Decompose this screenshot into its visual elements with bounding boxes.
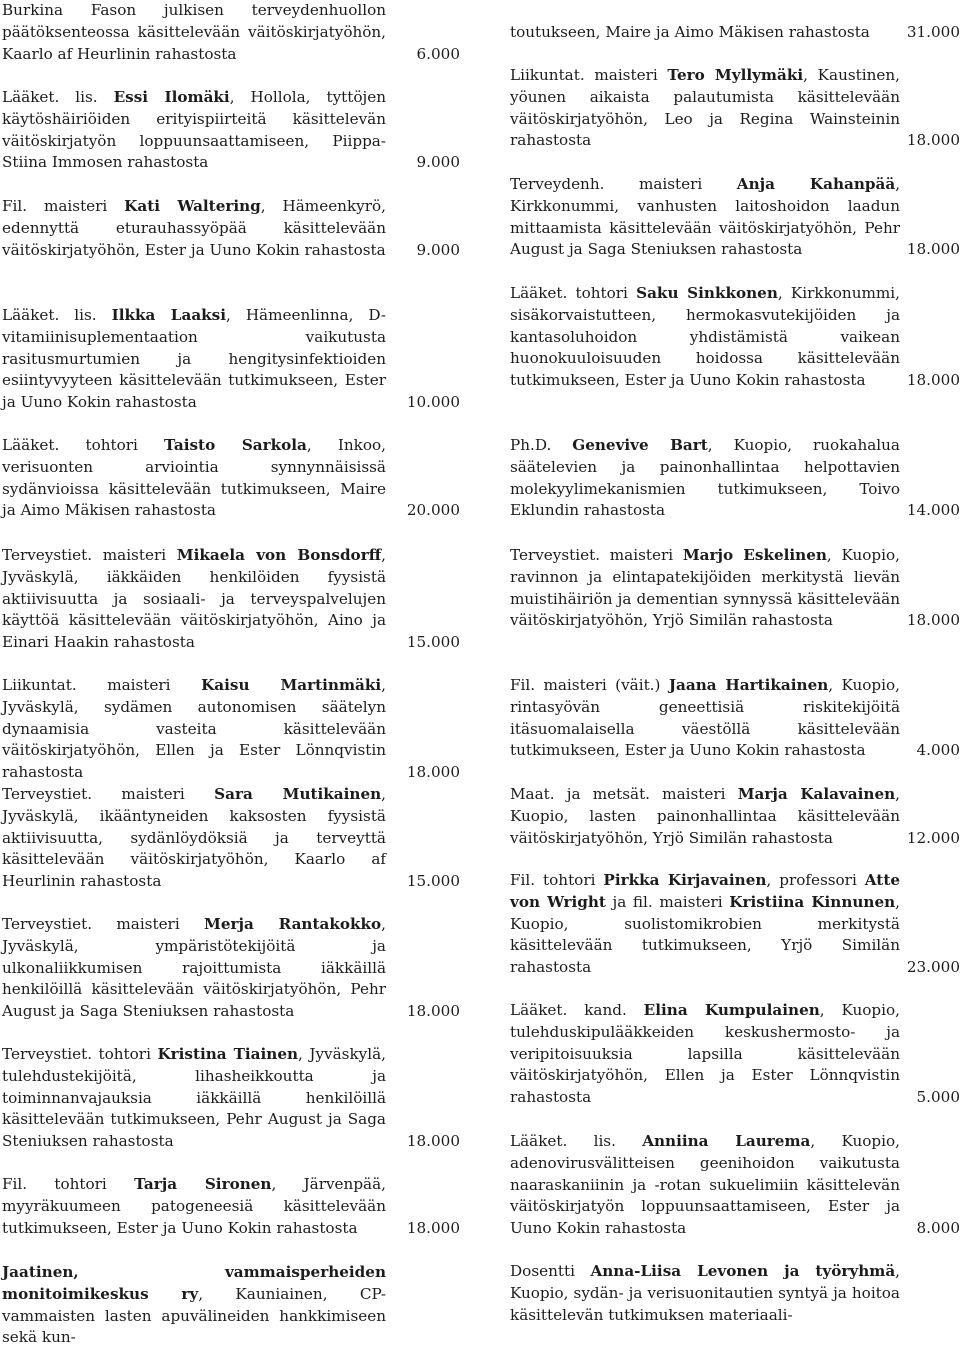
grant-amount: 6.000 bbox=[416, 44, 460, 63]
grant-amount: 18.000 bbox=[406, 1218, 460, 1237]
grant-entry bbox=[510, 1131, 960, 1240]
grant-prefix: Ph.D. bbox=[510, 436, 573, 454]
grant-prefix: Lääket. lis. bbox=[2, 88, 114, 106]
grant-prefix: Terveystiet. maisteri bbox=[2, 546, 177, 564]
grant-prefix: Terveystiet. maisteri bbox=[2, 915, 205, 933]
grant-entry bbox=[2, 1262, 460, 1349]
recipient-name: Pirkka Kirjavainen bbox=[603, 871, 767, 889]
grant-amount: 18.000 bbox=[406, 1002, 460, 1021]
grant-prefix: Lääket. kand. bbox=[510, 1001, 644, 1019]
grant-description bbox=[2, 305, 386, 414]
grant-amount: 15.000 bbox=[406, 872, 460, 891]
grant-description bbox=[2, 1174, 386, 1239]
grant-entry bbox=[510, 283, 960, 392]
grant-purpose: , Jyväskylä, iäkkäiden henkilöiden fyysistä aktiivisuutta ja sosiaali- ja terveyspalvelujen käyttöä käsittelevään väitöskirjatyöhön, Aino ja Einari Haakin rahastosta bbox=[2, 546, 386, 652]
grant-entry bbox=[2, 1044, 460, 1153]
grant-purpose: , Kuopio, ravinnon ja elintapatekijöiden merkitystä lievän muistihäiriön ja dementian synnyssä käsittelevään väitöskirjatyöhön, Yrjö Similän rahastosta bbox=[510, 546, 900, 630]
grant-entry bbox=[2, 784, 460, 893]
grant-description bbox=[2, 1262, 386, 1349]
grant-entry bbox=[2, 675, 460, 784]
grant-description bbox=[510, 784, 900, 849]
recipient-name: Genevive Bart bbox=[572, 436, 708, 454]
grant-prefix: Lääket. tohtori bbox=[2, 436, 165, 454]
grant-description bbox=[510, 870, 900, 979]
recipient-name: Kaisu Martinmäki bbox=[201, 676, 382, 694]
grant-purpose: , Kauniainen, CP-vammaisten lasten apuvälineiden hankkimiseen sekä kun- bbox=[2, 1284, 387, 1347]
grant-amount: 18.000 bbox=[406, 763, 460, 782]
grant-prefix: Lääket. lis. bbox=[510, 1132, 643, 1150]
grant-description bbox=[2, 1044, 386, 1153]
grant-entry bbox=[510, 1000, 960, 1109]
grant-purpose: , Jyväskylä, sydämen autonomisen säätelyn dynaamisia vasteita käsittelevään väitöskirjatyöhön, Ellen ja Ester Lönnqvistin rahastosta bbox=[2, 676, 386, 782]
recipient-name: Kati Waltering bbox=[124, 197, 261, 215]
recipient-name: Anniina Laurema bbox=[642, 1132, 811, 1150]
recipient-name: Ilkka Laaksi bbox=[111, 306, 227, 324]
grant-amount: 31.000 bbox=[906, 23, 960, 41]
recipient-name: Mikaela von Bonsdorff bbox=[176, 546, 382, 564]
grant-purpose: , Jyväskylä, ikääntyneiden kaksosten fyysistä aktiivisuutta, sydänlöydöksiä ja terveyttä käsittelevään väitöskirjatyöhön, Kaarlo af Heurlinin rahastosta bbox=[2, 785, 386, 891]
grant-amount: 12.000 bbox=[906, 828, 960, 847]
grant-entry bbox=[510, 784, 960, 849]
grant-prefix: Fil. maisteri bbox=[2, 197, 125, 215]
grant-description bbox=[510, 1131, 900, 1240]
grant-description bbox=[2, 545, 386, 654]
grant-entry bbox=[510, 870, 960, 979]
grant-purpose: , Kuopio, sydän- ja verisuonitautien syntyä ja hoitoa käsittelevän tutkimuksen materiaali- bbox=[510, 1262, 900, 1324]
grant-purpose: , Kaustinen, yöunen aikaista palautumista käsittelevään väitöskirjatyöhön, Leo ja Regina Wainsteinin rahastosta bbox=[510, 66, 900, 150]
grant-amount: 18.000 bbox=[906, 240, 960, 259]
grant-amount: 14.000 bbox=[906, 501, 960, 520]
recipient-name: Tarja Sironen bbox=[134, 1175, 272, 1193]
grant-description bbox=[2, 435, 386, 522]
recipient-name: Anna-Liisa Levonen ja työryhmä bbox=[590, 1262, 896, 1280]
grant-entry bbox=[2, 435, 460, 522]
grant-entry bbox=[510, 1261, 960, 1326]
grant-purpose: , Jyväskylä, tulehdustekijöitä, lihasheikkoutta ja toiminnanvajauksia iäkkäillä henkilöillä käsittelevään tutkimukseen, Pehr August ja Saga Steniuksen rahastosta bbox=[2, 1045, 386, 1151]
grant-entry bbox=[2, 87, 460, 174]
recipient-name: Taisto Sarkola bbox=[164, 436, 307, 454]
recipient-name: Jaana Hartikainen bbox=[668, 676, 829, 694]
grant-purpose: , Kuopio, ruokahalua säätelevien ja painonhallintaa helpottavien molekyylimekanismien tutkimukseen, Toivo Eklundin rahastosta bbox=[510, 436, 900, 520]
grant-purpose: , Kuopio, rintasyövän geneettisiä riskitekijöitä itäsuomalaisella väestöllä käsittelevään tutkimukseen, Ester ja Uuno Kokin rahastosta bbox=[510, 676, 900, 760]
grant-entry bbox=[510, 174, 960, 261]
grant-amount: 18.000 bbox=[906, 131, 960, 150]
grant-purpose: , Hämeenlinna, D-vitamiinisuplementaation vaikutusta rasitusmurtumien ja hengitysinfektioiden esiintyvyyteen käsittelevään tutkimukseen, Ester ja Uuno Kokin rahastosta bbox=[2, 306, 386, 412]
grant-prefix: Liikuntat. maisteri bbox=[2, 676, 202, 694]
grant-description bbox=[2, 87, 386, 174]
grant-description bbox=[510, 1000, 900, 1109]
grant-purpose: , professori Atte von Wright ja fil. maisteri Kristiina Kinnunen, Kuopio, suolistomikrobien merkitystä käsittelevään tutkimukseen, Yrjö Similän rahastosta bbox=[510, 871, 900, 977]
grant-amount: 5.000 bbox=[916, 1088, 960, 1107]
grant-amount: 18.000 bbox=[406, 1132, 460, 1151]
grant-prefix: Lääket. tohtori bbox=[510, 284, 637, 302]
grant-prefix: Dosentti bbox=[510, 1262, 591, 1280]
grant-entry bbox=[510, 22, 960, 44]
recipient-name: Essi Ilomäki bbox=[113, 88, 230, 106]
grant-description bbox=[510, 283, 900, 392]
grant-purpose: , Kuopio, lasten painonhallintaa käsittelevään väitöskirjatyöhön, Yrjö Similän rahastosta bbox=[510, 785, 900, 847]
grant-entry bbox=[2, 1174, 460, 1239]
grant-purpose: , Inkoo, verisuonten arviointia synnynnäisissä sydänvioissa käsittelevään tutkimukseen, Maire ja Aimo Mäkisen rahastosta bbox=[2, 436, 386, 520]
grant-description bbox=[510, 545, 900, 632]
recipient-name: Jaatinen, vammaisperheiden monitoimikeskus ry bbox=[2, 1263, 386, 1303]
grant-purpose: , Hollola, tyttöjen käytöshäiriöiden erityispiirteitä käsittelevän väitöskirjatyön loppuunsaattamiseen, Piippa-Stiina Immosen rahastosta bbox=[2, 88, 386, 172]
grant-prefix: Terveydenh. maisteri bbox=[510, 175, 737, 193]
grant-description bbox=[2, 0, 386, 65]
grant-description bbox=[2, 196, 386, 261]
grant-entry bbox=[510, 675, 960, 762]
grant-amount: 4.000 bbox=[916, 741, 960, 760]
grant-amount: 9.000 bbox=[416, 153, 460, 172]
recipient-name: Kristina Tiainen bbox=[157, 1045, 299, 1063]
grant-prefix: Burkina Fason julkisen terveydenhuollon päätöksenteossa käsittelevään väitöskirjatyöhön, Kaarlo af Heurlinin rahastosta bbox=[2, 1, 386, 63]
grant-entry bbox=[2, 0, 460, 65]
grant-purpose: , Järvenpää, myyräkuumeen patogeneesiä käsittelevään tutkimukseen, Ester ja Uuno Kokin rahastosta bbox=[2, 1175, 386, 1237]
grant-prefix: toutukseen, Maire ja Aimo Mäkisen rahastosta bbox=[510, 23, 870, 41]
grant-description bbox=[510, 65, 900, 152]
grant-entry bbox=[2, 305, 460, 414]
grant-amount: 8.000 bbox=[916, 1219, 960, 1238]
grant-description bbox=[510, 1261, 900, 1326]
grant-prefix: Terveystiet. tohtori bbox=[2, 1045, 158, 1063]
grant-prefix: Liikuntat. maisteri bbox=[510, 66, 668, 84]
grant-description bbox=[510, 174, 900, 261]
grant-entry bbox=[510, 435, 960, 522]
grant-amount: 20.000 bbox=[406, 501, 460, 520]
grant-amount: 23.000 bbox=[906, 958, 960, 977]
grant-purpose: , Kuopio, adenovirusvälitteisen geenihoidon vaikutusta naaraskaniinin ja -rotan sukuelimiin käsittelevän väitöskirjatyön loppuunsaattamiseen, Ester ja Uuno Kokin rahastosta bbox=[510, 1132, 900, 1238]
recipient-name: Merja Rantakokko bbox=[204, 915, 382, 933]
grant-prefix: Lääket. lis. bbox=[2, 306, 112, 324]
grant-amount: 10.000 bbox=[406, 393, 460, 412]
grant-prefix: Maat. ja metsät. maisteri bbox=[510, 785, 738, 803]
grant-description bbox=[2, 914, 386, 1023]
grant-prefix: Fil. maisteri (väit.) bbox=[510, 676, 669, 694]
recipient-name: Marja Kalavainen bbox=[737, 785, 896, 803]
recipient-name: Elina Kumpulainen bbox=[643, 1001, 820, 1019]
grant-amount: 9.000 bbox=[416, 240, 460, 259]
grant-entry bbox=[2, 914, 460, 1023]
grant-purpose: , Kuopio, tulehduskipulääkkeiden keskushermosto- ja veripitoisuuksia lapsilla käsittelevään väitöskirjatyöhön, Ellen ja Ester Lönnqvistin rahastosta bbox=[510, 1001, 900, 1107]
grant-entry bbox=[510, 545, 960, 632]
grant-amount: 15.000 bbox=[406, 633, 460, 652]
grant-entry bbox=[2, 545, 460, 654]
grant-purpose: , Kirkkonummi, sisäkorvaistutteen, hermokasvutekijöiden ja kantasoluhoidon yhdistämistä vaikean huonokuuloisuuden hoidossa käsittelevään tutkimukseen, Ester ja Uuno Kokin rahastosta bbox=[510, 284, 900, 390]
grant-amount: 18.000 bbox=[906, 611, 960, 630]
grant-purpose: , Hämeenkyrö, edennyttä eturauhassyöpää käsittelevään väitöskirjatyöhön, Ester ja Uuno Kokin rahastosta bbox=[2, 197, 386, 259]
grant-description bbox=[2, 784, 386, 893]
grant-description bbox=[510, 22, 900, 44]
grant-description bbox=[510, 435, 900, 522]
recipient-name: Sara Mutikainen bbox=[214, 785, 382, 803]
grant-entry bbox=[2, 196, 460, 261]
grant-prefix: Terveystiet. maisteri bbox=[510, 546, 683, 564]
recipient-name: Anja Kahanpää bbox=[736, 175, 896, 193]
grant-prefix: Fil. tohtori bbox=[2, 1175, 135, 1193]
grant-description bbox=[2, 675, 386, 784]
grant-description bbox=[510, 675, 900, 762]
grant-prefix: Fil. tohtori bbox=[510, 871, 604, 889]
recipient-name: Saku Sinkkonen bbox=[636, 284, 778, 302]
grant-amount: 18.000 bbox=[906, 371, 960, 390]
recipient-name: Marjo Eskelinen bbox=[682, 546, 827, 564]
grant-prefix: Terveystiet. maisteri bbox=[2, 785, 215, 803]
grant-entry bbox=[510, 65, 960, 152]
grant-purpose: , Jyväskylä, ympäristötekijöitä ja ulkonaliikkumisen rajoittumista iäkkäillä henkilöillä käsittelevään väitöskirjatyöhön, Pehr August ja Saga Steniuksen rahastosta bbox=[2, 915, 386, 1021]
recipient-name: Tero Myllymäki bbox=[667, 66, 804, 84]
grant-purpose: , Kirkkonummi, vanhusten laitoshoidon laadun mittaamista käsittelevään väitöskirjatyöhön, Pehr August ja Saga Steniuksen rahastosta bbox=[510, 175, 901, 259]
